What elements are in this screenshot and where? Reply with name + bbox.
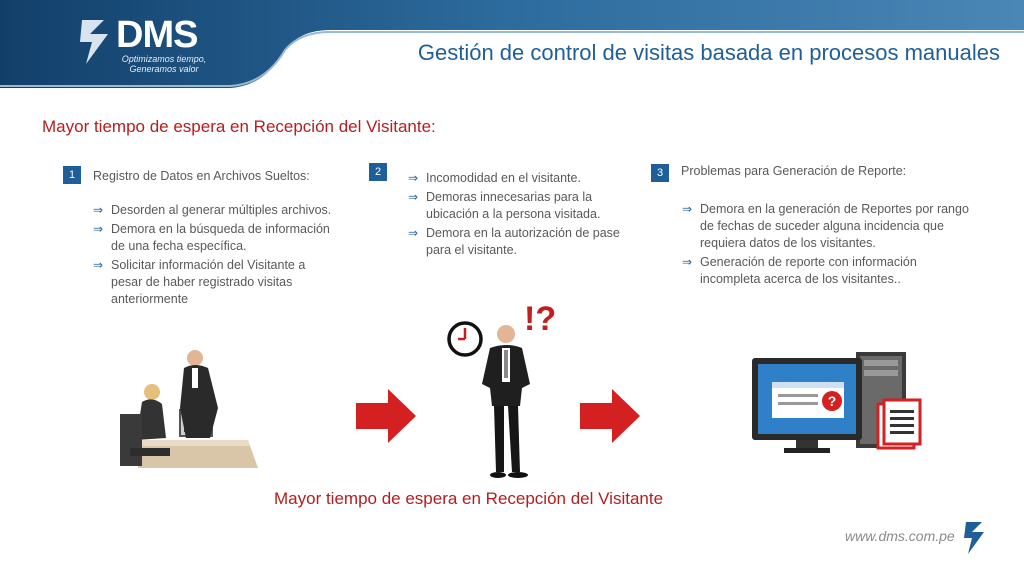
red-arrow-icon [356, 389, 416, 443]
arrow-icon: ⇒ [93, 222, 104, 236]
bullet-text: Generación de reporte con información incompleta acerca de los visitantes.. [700, 255, 917, 286]
logo-text: DMS [116, 14, 198, 56]
svg-text:?: ? [827, 393, 837, 409]
list-item [93, 202, 338, 219]
list-item [682, 254, 972, 288]
list-item [682, 201, 972, 252]
arrow-icon: ⇒ [93, 203, 104, 217]
list-item [93, 257, 338, 308]
report-document-icon [876, 398, 922, 452]
bullet-text: Demora en la búsqueda de información de una fecha específica. [111, 222, 330, 253]
bottom-caption: Mayor tiempo de espera en Recepción del Visitante [274, 489, 664, 508]
list-item [408, 189, 623, 223]
list-item [408, 170, 623, 187]
column-3-heading: Problemas para Generación de Reporte: [681, 164, 907, 178]
bullet-text: Demora en la autorización de pase para el visitante. [426, 226, 620, 257]
step-badge-2: 2 [369, 163, 387, 181]
dms-logo [78, 14, 208, 76]
slide-title: Gestión de control de visitas basada en procesos manuales [417, 40, 1000, 65]
column-2-bullets [408, 170, 623, 261]
step-badge-3: 3 [651, 164, 669, 182]
arrow-icon: ⇒ [408, 171, 419, 185]
bullet-text: Demora en la generación de Reportes por rango de fechas de suceder alguna incidencia que requiera datos de los visitantes. [700, 202, 969, 250]
list-item [93, 221, 338, 255]
column-1-heading: Registro de Datos en Archivos Sueltos: [93, 169, 310, 183]
arrow-icon: ⇒ [682, 202, 693, 216]
arrow-icon: ⇒ [408, 226, 419, 240]
step-badge-1: 1 [63, 166, 81, 184]
red-arrow-icon [580, 389, 640, 443]
logo-tagline-line-2: Generamos valor [129, 64, 199, 74]
column-1-bullets [93, 202, 338, 310]
arrow-icon: ⇒ [682, 255, 693, 269]
footer-url: www.dms.com.pe [845, 528, 955, 544]
exclamation-question-icon: !? [524, 300, 557, 338]
bullet-text: Incomodidad en el visitante. [426, 171, 581, 185]
logo-tagline [118, 54, 210, 74]
section-title: Mayor tiempo de espera en Recepción del Visitante: [42, 117, 436, 136]
column-3-bullets [682, 201, 972, 290]
bullet-text: Demoras innecesarias para la ubicación a la persona visitada. [426, 190, 601, 221]
dms-logo-mark-icon [78, 16, 112, 68]
arrow-icon: ⇒ [408, 190, 419, 204]
logo-tagline-line-1: Optimizamos tiempo, [121, 54, 207, 64]
dms-footer-logo-icon [964, 520, 986, 556]
list-item [408, 225, 623, 259]
bullet-text: Desorden al generar múltiples archivos. [111, 203, 332, 217]
waiting-man-illustration [468, 322, 540, 482]
bullet-text: Solicitar información del Visitante a pesar de haber registrado visitas anteriormente [111, 258, 306, 306]
reception-desk-illustration [118, 348, 258, 474]
arrow-icon: ⇒ [93, 258, 104, 272]
